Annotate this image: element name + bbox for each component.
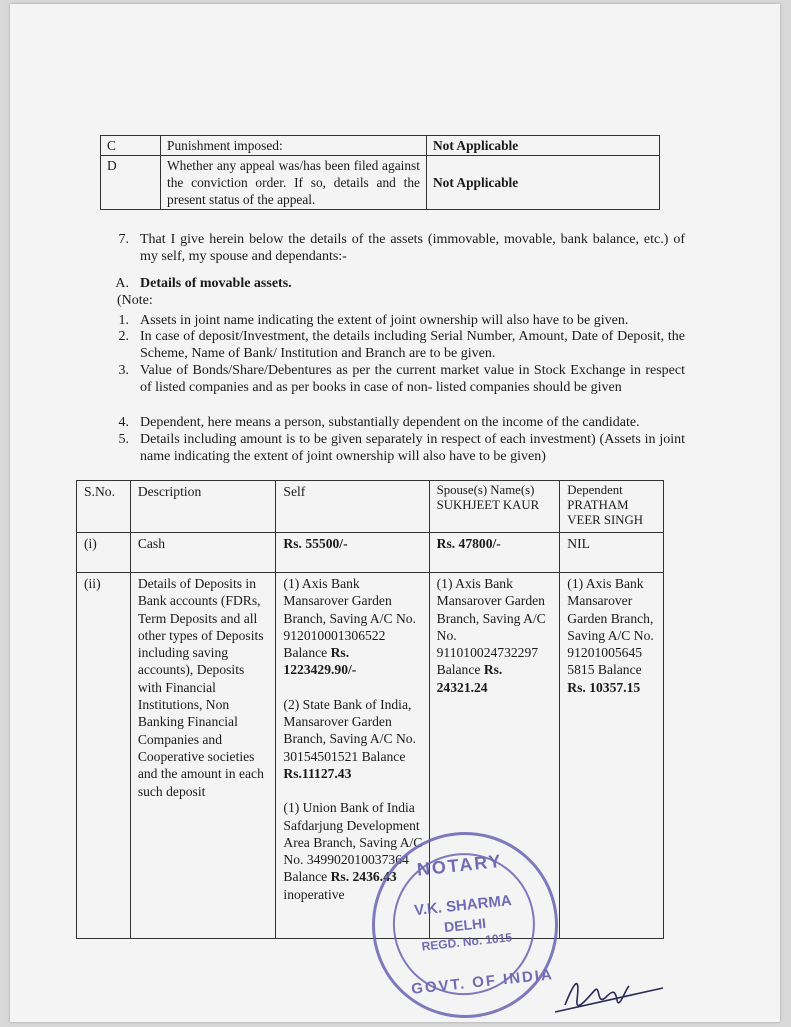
para-7-text: That I give herein below the details of the assets (immovable, movable, bank balance, etc.) of my self, my spouse and dependants:- [140,232,685,264]
stamp-top-text: NOTARY [415,850,504,880]
row-question: Whether any appeal was/has been filed against the conviction order. If so, details and the present status of the appeal. [161,156,427,210]
deposit-amount: Rs. 2436.43 [330,869,397,885]
section-title: Details of movable assets. [140,276,292,291]
note-item: Assets in joint name indicating the extent of joint ownership will also have to be given. [140,313,629,328]
note-number: 1. [118,313,129,328]
row-answer: Not Applicable [427,136,660,156]
stamp-city: DELHI [443,914,487,936]
deposit-text: (1) Axis Bank Mansarover Garden Branch, Saving A/C No. 912010001306522 Balance [283,576,416,661]
para-number: 7. [118,232,129,247]
header-spouse-name: SUKHJEET KAUR [436,498,540,512]
row-answer: Not Applicable [427,156,660,210]
table-row [77,533,664,573]
table-row [77,573,664,939]
deposit-status: inoperative [283,886,345,902]
row-question: Punishment imposed: [161,136,427,156]
note-number: 2. [118,329,129,344]
deposit-amount: Rs. 1223429.90/- [283,645,357,678]
header-spouse-label: Spouse(s) Name(s) [436,483,535,497]
deposit-amount: Rs.11127.43 [283,765,352,781]
deposit-text: (1) Axis Bank Mansarover Garden Branch, Saving A/C No. 911010024732297 Balance [436,576,546,678]
table-row [101,156,660,210]
row-id: C [101,136,161,156]
cell-description: Cash [130,533,276,573]
self-deposit-2 [283,696,422,782]
cell-description: Details of Deposits in Bank accounts (FDRs, Term Deposits and all other types of Deposits including saving accounts), Deposits with Financial Institutions, Non Banking Financial Companies and Cooperative societies and the amount in each such deposit [130,573,276,939]
deposit-text: (1) Union Bank of India Safdarjung Development Area Branch, Saving A/C No. 349902010037364 Balance [283,800,423,885]
header-dependent-name-1: PRATHAM [567,498,629,512]
note-number: 3. [118,363,129,378]
cell-sno: (i) [77,533,131,573]
stamp-bottom-text: GOVT. OF INDIA [410,966,555,998]
signature [545,960,665,1020]
self-deposit-1 [283,575,422,679]
stamp-regd: REGD. No. 1015 [420,930,513,954]
note-item: Dependent, here means a person, substantially dependent on the income of the candidate. [140,415,640,430]
header-spouse [429,481,560,533]
movable-assets-table [76,480,664,939]
cell-dependent [560,573,664,939]
stamp-name: V.K. SHARMA [413,892,513,920]
header-sno: S.No. [77,481,131,533]
deposit-amount: Rs. 10357.15 [567,679,641,695]
deposit-text: (1) Axis Bank Mansarover Garden Branch, Saving A/C No. 91201005645 5815 Balance [567,576,654,678]
note-item: Details including amount is to be given separately in respect of each investment) (Assets in joint name indicating the extent of joint ownership will also have to be given) [140,432,685,464]
header-dependent-label: Dependent [567,483,623,497]
cell-spouse: Rs. 47800/- [429,533,560,573]
note-number: 4. [118,415,129,430]
header-dependent [560,481,664,533]
appeal-status-table [100,135,660,210]
note-heading: (Note: [117,293,153,308]
table-header-row [77,481,664,533]
header-dependent-name-2: VEER SINGH [567,513,644,527]
cell-self: Rs. 55500/- [276,533,429,573]
table-row [101,136,660,156]
row-id: D [101,156,161,210]
header-self: Self [276,481,429,533]
deposit-text: (2) State Bank of India, Mansarover Garden Branch, Saving A/C No. 30154501521 Balance [283,696,416,764]
note-item: Value of Bonds/Share/Debentures as per the current market value in Stock Exchange in respect of listed companies and as per books in case of non- listed companies should be given [140,363,685,395]
deposit-amount: Rs. 24321.24 [436,662,503,695]
note-number: 5. [118,432,129,447]
cell-dependent: NIL [560,533,664,573]
header-description: Description [130,481,276,533]
section-label: A. [115,276,129,291]
note-item: In case of deposit/Investment, the details including Serial Number, Amount, Date of Deposit, the Scheme, Name of Bank/ Institution and Branch are to be given. [140,329,685,361]
cell-sno: (ii) [77,573,131,939]
